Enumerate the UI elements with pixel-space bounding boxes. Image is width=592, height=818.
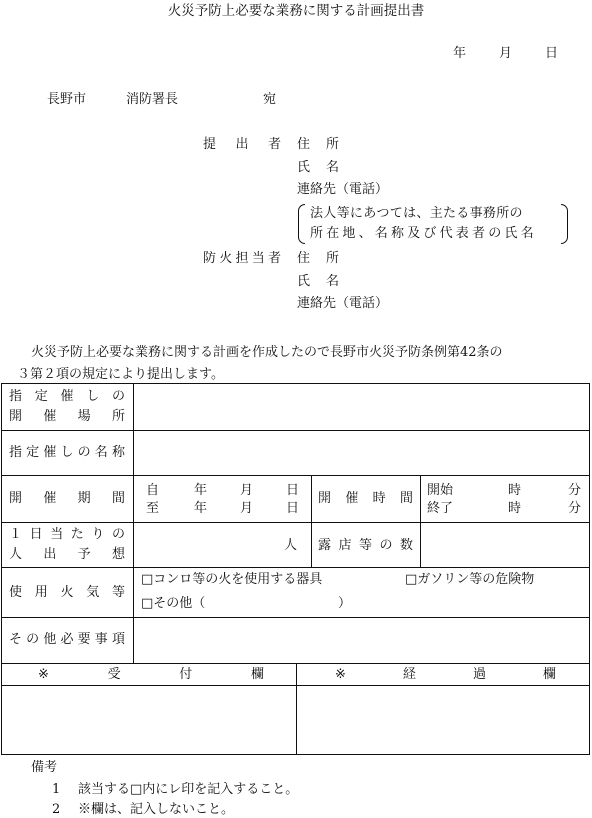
remarks-item2-number: 2 [52,802,61,817]
table-mid-column-line [420,475,421,567]
stalls-label: 露 店 等 の 数 [318,538,413,553]
time-end-prefix: 終了 [427,501,454,516]
addressee-chief: 消防署長 [126,92,179,107]
period-input[interactable] [136,478,308,520]
time-end-hour: 時 [508,501,522,516]
note-bracket-left [298,204,305,244]
period-start-month: 月 [240,483,254,498]
venue-input[interactable] [136,386,586,428]
fire-officer-label: 防 火 担 当 者 [203,251,281,266]
table-mid-column-line [311,475,312,567]
attendance-input[interactable] [136,525,308,565]
fire-officer-address-label: 住 所 [297,251,339,266]
attendance-label-line1: １ 日 当 た り の [9,527,125,542]
time-start-prefix: 開始 [427,483,454,498]
reception-column-header: ※ 受 付 欄 [38,667,264,682]
other-label: そ の 他 必 要 事 項 [9,632,125,647]
submitter-name-label: 氏 名 [297,160,339,175]
period-start-day: 日 [286,483,300,498]
fire-officer-name-label: 氏 名 [297,274,339,289]
fire-option-stove-checkbox[interactable]: □コンロ等の火を使用する器具 [141,572,323,587]
attendance-label-line2: 人 出 予 想 [9,547,125,562]
remarks-item1-number: 1 [52,782,61,797]
venue-label-line1: 指 定 催 し の [9,389,125,404]
stalls-input[interactable] [423,525,586,565]
submitter-label: 提 出 者 [203,137,281,152]
event-name-label: 指 定 催 し の 名 称 [9,445,125,460]
table-row-line [1,567,590,568]
progress-column-header: ※ 経 過 欄 [335,667,556,682]
submitter-address-label: 住 所 [297,137,339,152]
fire-use-label: 使 用 火 気 等 [9,585,125,600]
table-row-line [1,430,590,431]
attendance-unit: 人 [284,538,298,553]
period-end-prefix: 至 [146,501,160,516]
table-border-bottom [1,754,590,755]
table-row-line [1,475,590,476]
table-border-left [1,383,2,754]
table-border-top [1,383,590,384]
period-start-prefix: 自 [146,483,160,498]
remarks-item2: ※欄は、記入しないこと。 [78,802,235,817]
period-label: 開 催 期 間 [9,491,125,506]
table-label-column-line [133,383,134,663]
table-border-right [589,383,590,754]
table-footer-divider [296,663,297,754]
table-row-line [1,617,590,618]
period-end-year: 年 [194,501,208,516]
addressee-city: 長野市 [47,92,87,107]
remarks-item1: 該当する□内にレ印を記入すること。 [78,782,299,797]
period-end-month: 月 [240,501,254,516]
event-name-input[interactable] [136,433,586,473]
table-row-line [1,522,590,523]
time-end-minute: 分 [568,501,582,516]
time-start-minute: 分 [568,483,582,498]
addressee-honorific: 宛 [263,92,277,107]
submitter-note-line1: 法人等にあつては、主たる事務所の [310,206,523,221]
venue-label-line2: 開 催 場 所 [9,409,125,424]
statement-line2: ３第２項の規定により提出します。 [17,367,224,382]
fire-option-other-close: ） [338,596,352,611]
statement-line1: 火災予防上必要な業務に関する計画を作成したので長野市火災予防条例第42条の [31,345,503,360]
remarks-title: 備考 [31,760,58,775]
period-end-day: 日 [286,501,300,516]
fire-option-other-input[interactable] [218,594,336,612]
submitter-note-line2: 所在地、名称及び代表者の氏名 [310,226,537,241]
date-year-label: 年 [453,46,467,61]
period-start-year: 年 [194,483,208,498]
fire-option-hazmat-checkbox[interactable]: □ガソリン等の危険物 [405,572,535,587]
progress-field [298,687,588,753]
date-month-label: 月 [499,46,513,61]
document-title: 火災予防上必要な業務に関する計画提出書 [167,3,425,19]
other-input[interactable] [136,620,586,661]
time-input[interactable] [423,478,586,520]
note-bracket-right [561,204,568,244]
time-start-hour: 時 [508,483,522,498]
time-label: 開 催 時 間 [318,491,413,506]
date-day-label: 日 [545,46,559,61]
submitter-contact-label: 連絡先（電話） [297,182,389,197]
fire-officer-contact-label: 連絡先（電話） [297,296,389,311]
reception-field [3,687,295,753]
fire-option-other-checkbox[interactable]: □その他（ [141,596,206,611]
